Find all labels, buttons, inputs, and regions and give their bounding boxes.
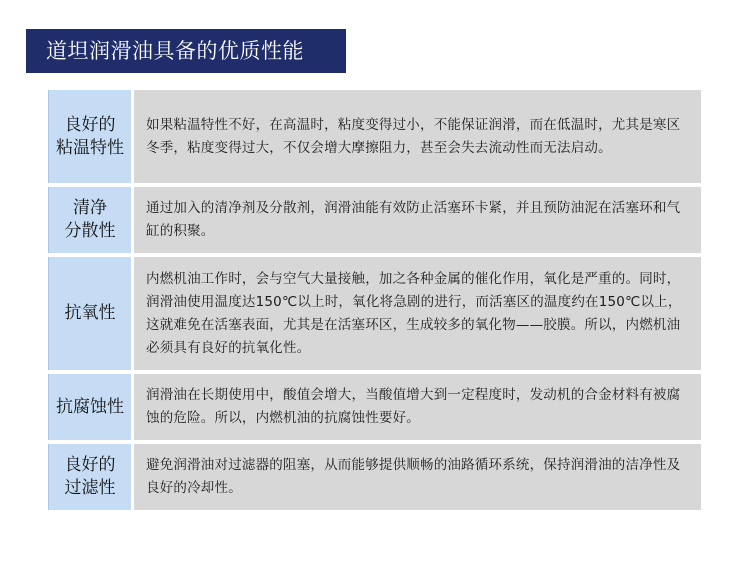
table-row [48, 444, 701, 510]
page-title: 道坦润滑油具备的优质性能 [26, 29, 346, 73]
properties-table [48, 90, 701, 514]
property-description-text: 通过加入的清净剂及分散剂，润滑油能有效防止活塞环卡紧，并且预防油泥在活塞环和气缸的积聚。 [146, 200, 681, 239]
property-label: 抗氧性 [64, 303, 116, 323]
property-description [134, 374, 701, 440]
property-label: 良好的 粘温特性 [56, 114, 124, 158]
table-row [48, 187, 701, 253]
table-row [48, 257, 701, 370]
table-row [48, 374, 701, 440]
property-label-cell [48, 374, 131, 440]
property-label: 抗腐蚀性 [56, 396, 124, 417]
property-description-text: 内燃机油工作时，会与空气大量接触，加之各种金属的催化作用，氧化是严重的。同时，润滑油使用温度达150℃以上时，氧化将急剧的进行，而活塞区的温度约在150℃以上，这就难免在活塞表面，尤其是在活塞环区，生成较多的氧化物——胶膜。所以，内燃机油必须具有良好的抗氧化性。 [146, 270, 682, 356]
property-label-cell [48, 257, 131, 370]
property-label-cell [48, 444, 131, 510]
property-description-text: 润滑油在长期使用中，酸值会增大，当酸值增大到一定程度时，发动机的合金材料有被腐蚀的危险。所以，内燃机油的抗腐蚀性要好。 [146, 387, 681, 426]
property-label-cell [48, 187, 131, 253]
property-description [134, 90, 701, 183]
property-description [134, 187, 701, 253]
table-row [48, 90, 701, 183]
property-label: 清净 分散性 [64, 198, 116, 241]
property-label: 良好的 过滤性 [64, 455, 116, 498]
property-label-cell [48, 90, 131, 183]
property-description-text: 避免润滑油对过滤器的阻塞，从而能够提供顺畅的油路循环系统，保持润滑油的洁净性及良好的冷却性。 [146, 457, 681, 496]
property-description [134, 444, 701, 510]
property-description-text: 如果粘温特性不好，在高温时，粘度变得过小，不能保证润滑，而在低温时，尤其是寒区冬季，粘度变得过大，不仅会增大摩擦阻力，甚至会失去流动性而无法启动。 [146, 116, 681, 156]
property-description [134, 257, 701, 370]
